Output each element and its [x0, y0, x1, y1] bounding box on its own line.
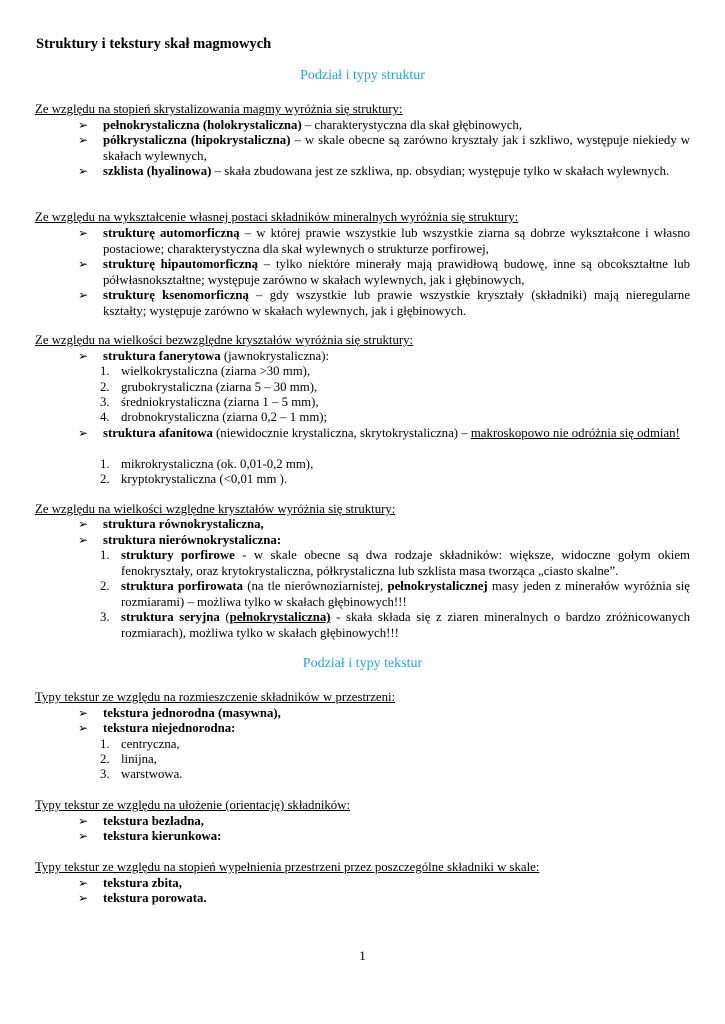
list-item: ➢ strukturę automorficzną – w której prawie wszystkie lub wszystkie ziarna są dobrze wykształcone i własno postaciowe; charakterystyczna dla skał wylewnych o strukturze porfirowej, [78, 226, 690, 256]
section-heading-textures: Podział i typy tekstur [302, 656, 423, 671]
list-item: ➢ tekstura niejednorodna: [78, 721, 236, 735]
numbered-item: 2. kryptokrystaliczna (<0,01 mm ). [100, 472, 288, 486]
numbered-item: 1. struktury porfirowe - w skale obecne są dwa rodzaje składników: większe, widoczne gołym okiem fenokryształy, oraz krytokrystaliczna, półkrystaliczna lub szklista masa tworząca „ciasto skalne”. [100, 548, 690, 578]
arrow-bullet-icon: ➢ [78, 426, 89, 440]
numbered-item: 3. struktura seryjna (pełnokrystaliczna) - skała składa się z ziaren mineralnych o bardzo zróżnicowanych rozmiarach), możliwa tylko w skałach głębinowych!!! [100, 610, 690, 640]
arrow-bullet-icon: ➢ [78, 226, 89, 240]
arrow-bullet-icon: ➢ [78, 814, 89, 828]
arrow-bullet-icon: ➢ [78, 349, 89, 363]
numbered-item: 2. linijna, [100, 752, 157, 766]
arrow-bullet-icon: ➢ [78, 517, 89, 531]
list-item: ➢ szklista (hyalinowa) – skała zbudowana jest ze szkliwa, np. obsydian; występuje tylko w skałach wylewnych. [78, 164, 670, 178]
arrow-bullet-icon: ➢ [78, 257, 89, 271]
document-title: Struktury i tekstury skał magmowych [36, 36, 272, 52]
list-item: ➢ pełnokrystaliczna (holokrystaliczna) – charakterystyczna dla skał głębinowych, [78, 118, 523, 132]
list-item: ➢ tekstura jednorodna (masywna), [78, 706, 281, 720]
numbered-item: 3. warstwowa. [100, 767, 183, 781]
textures-orientation-intro: Typy tekstur ze względu na ułożenie (orientację) składników: [35, 798, 351, 812]
arrow-bullet-icon: ➢ [78, 164, 89, 178]
numbered-item: 1. centryczna, [100, 737, 180, 751]
arrow-bullet-icon: ➢ [78, 118, 89, 132]
arrow-bullet-icon: ➢ [78, 721, 89, 735]
structures-shape-intro: Ze względu na wykształcenie własnej postaci składników mineralnych wyróżnia się struktury: [35, 210, 519, 224]
structures-crystallization-intro: Ze względu na stopień skrystalizowania magmy wyróżnia się struktury: [35, 102, 403, 116]
list-item: ➢ struktura fanerytowa (jawnokrystaliczna): [78, 349, 330, 363]
arrow-bullet-icon: ➢ [78, 829, 89, 843]
list-item: ➢ struktura nierównokrystaliczna: [78, 533, 282, 547]
arrow-bullet-icon: ➢ [78, 876, 89, 890]
list-item: ➢ strukturę ksenomorficzną – gdy wszystkie lub prawie wszystkie kryształy (składniki) mają nieregularne kształty; występuje zarówno w skałach wylewnych, jak i głębinowych. [78, 288, 691, 318]
list-item: ➢ tekstura porowata. [78, 891, 207, 905]
list-item: ➢ tekstura kierunkowa: [78, 829, 222, 843]
arrow-bullet-icon: ➢ [78, 288, 89, 302]
numbered-item: 2. struktura porfirowata (na tle nierównoziarnistej, pełnokrystalicznej masy jeden z minerałów wyróżnia się rozmiarami) – możliwa tylko w skałach głębinowych!!! [100, 579, 690, 609]
numbered-item: 1. wielkokrystaliczna (ziarna >30 mm), [100, 364, 311, 378]
arrow-bullet-icon: ➢ [78, 891, 89, 905]
list-item: ➢ tekstura zbita, [78, 876, 182, 890]
arrow-bullet-icon: ➢ [78, 133, 89, 147]
list-item: ➢ strukturę hipautomorficzną – tylko niektóre minerały mają prawidłową budowę, inne są obcokształtne lub półwłasnokształtne; występuje zarówno w skałach wylewnych, jak i głębinowych, [78, 257, 690, 287]
structures-absolute-size-intro: Ze względu na wielkości bezwzględne kryształów wyróżnia się struktury: [35, 333, 414, 347]
list-item: ➢ tekstura bezładna, [78, 814, 204, 828]
list-item: ➢ półkrystaliczna (hipokrystaliczna) – w skale obecne są zarówno kryształy jak i szkliwo, występuje niekiedy w skałach wylewnych, [78, 133, 690, 163]
arrow-bullet-icon: ➢ [78, 706, 89, 720]
numbered-item: 3. średniokrystaliczna (ziarna 1 – 5 mm), [100, 395, 319, 409]
numbered-item: 1. mikrokrystaliczna (ok. 0,01-0,2 mm), [100, 457, 314, 471]
arrow-bullet-icon: ➢ [78, 533, 89, 547]
page-number: 1 [359, 948, 366, 963]
textures-distribution-intro: Typy tekstur ze względu na rozmieszczenie składników w przestrzeni: [35, 690, 396, 704]
list-item: ➢ struktura afanitowa (niewidocznie krystaliczna, skrytokrystaliczna) – makroskopowo nie odróżnia się odmian! [78, 426, 680, 440]
section-heading-structures: Podział i typy struktur [300, 68, 425, 83]
numbered-item: 2. grubokrystaliczna (ziarna 5 – 30 mm), [100, 380, 318, 394]
textures-filling-intro: Typy tekstur ze względu na stopień wypełnienia przestrzeni przez poszczególne składniki w skale: [35, 860, 540, 874]
list-item: ➢ struktura równokrystaliczna, [78, 517, 264, 531]
structures-relative-size-intro: Ze względu na wielkości względne kryształów wyróżnia się struktury: [35, 502, 396, 516]
numbered-item: 4. drobnokrystaliczna (ziarna 0,2 – 1 mm); [100, 410, 328, 424]
